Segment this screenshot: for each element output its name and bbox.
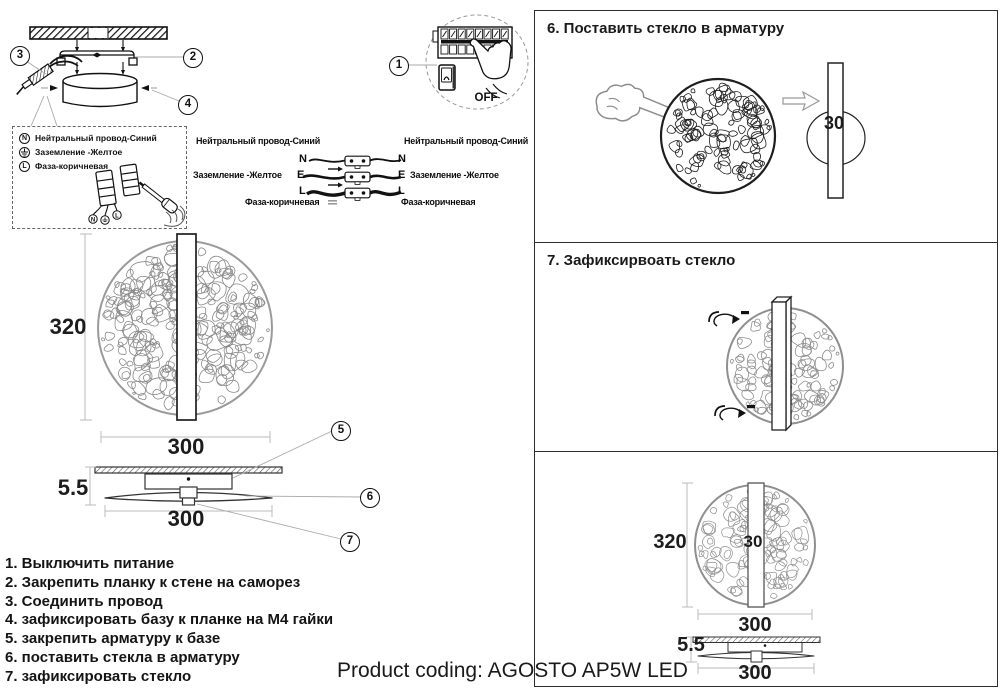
callout-4: 4 — [178, 95, 198, 115]
side-width-label: 300 — [167, 506, 205, 531]
callout-6: 6 — [360, 488, 380, 508]
legend-neutral-label: Нейтральный провод-Синий — [35, 133, 157, 143]
callout-5: 5 — [331, 421, 351, 441]
terminal-connection-sketch — [86, 157, 184, 227]
front-height-label: 320 — [49, 314, 87, 339]
panel6-bar-width-label: 30 — [823, 113, 845, 133]
step-item: 6. поставить стекла в арматуру — [5, 648, 240, 666]
product-coding: Product coding: AGOSTO AP5W LED — [337, 659, 688, 682]
assembly-steps-list — [5, 555, 340, 687]
callout-3: 3 — [10, 46, 30, 66]
live-symbol-icon: L — [19, 161, 30, 172]
wire-e-right: E — [398, 169, 406, 181]
side-thickness-label: 5.5 — [57, 475, 89, 500]
callout-2: 2 — [183, 48, 203, 68]
step-item: 5. закрепить арматуру к базе — [5, 630, 221, 648]
wire-n-left: N — [299, 153, 307, 165]
step-item: 3. Соединить провод — [5, 592, 163, 610]
wiring-left-ground: Заземление -Желтое — [193, 170, 282, 180]
neutral-symbol-icon: N — [19, 133, 30, 144]
earth-icon — [19, 147, 30, 158]
step-item: 4. зафиксировать базу к планке на М4 гайки — [5, 611, 334, 629]
wiring-right-ground: Заземление -Желтое — [410, 170, 499, 180]
step-item: 2. Закрепить планку к стене на саморез — [5, 573, 301, 591]
front-width-label: 300 — [167, 434, 205, 459]
wire-l-left: L — [299, 185, 306, 197]
legend-ground-label: Заземление -Желтое — [35, 147, 123, 157]
screwdriver-icon — [137, 178, 179, 214]
wire-l-right: L — [398, 185, 405, 197]
svg-text:L: L — [115, 213, 119, 220]
panel8-bar-width-label: 30 — [743, 532, 763, 551]
svg-text:N: N — [90, 217, 96, 224]
step-item: 1. Выключить питание — [5, 555, 175, 572]
callout-1: 1 — [389, 56, 409, 76]
wire-n-right: N — [398, 153, 406, 165]
panel7-title: 7. Зафиксирвоать стекло — [547, 252, 736, 269]
step-item: 7. зафиксировать стекло — [5, 667, 192, 685]
wiring-left-neutral: Нейтральный провод-Синий — [196, 136, 321, 146]
panel8-width-label: 300 — [738, 614, 772, 636]
wiring-left-phase: Фаза-коричневая — [245, 197, 320, 207]
wire-e-left: E — [297, 169, 305, 181]
panel6-title: 6. Поставить стекло в арматуру — [547, 20, 785, 37]
callout-7: 7 — [340, 532, 360, 552]
wiring-right-phase: Фаза-коричневая — [401, 197, 476, 207]
legend-live-label: Фаза-коричневая — [35, 161, 109, 171]
wiring-right-neutral: Нейтральный провод-Синий — [404, 136, 529, 146]
off-label: OFF — [474, 92, 498, 104]
panel8-base-width-label: 300 — [738, 662, 772, 684]
panel8-height-label: 320 — [653, 531, 687, 553]
legend-neutral — [19, 132, 157, 144]
panel8-thickness-label: 5.5 — [677, 634, 705, 656]
wire-legend-box — [12, 126, 187, 229]
